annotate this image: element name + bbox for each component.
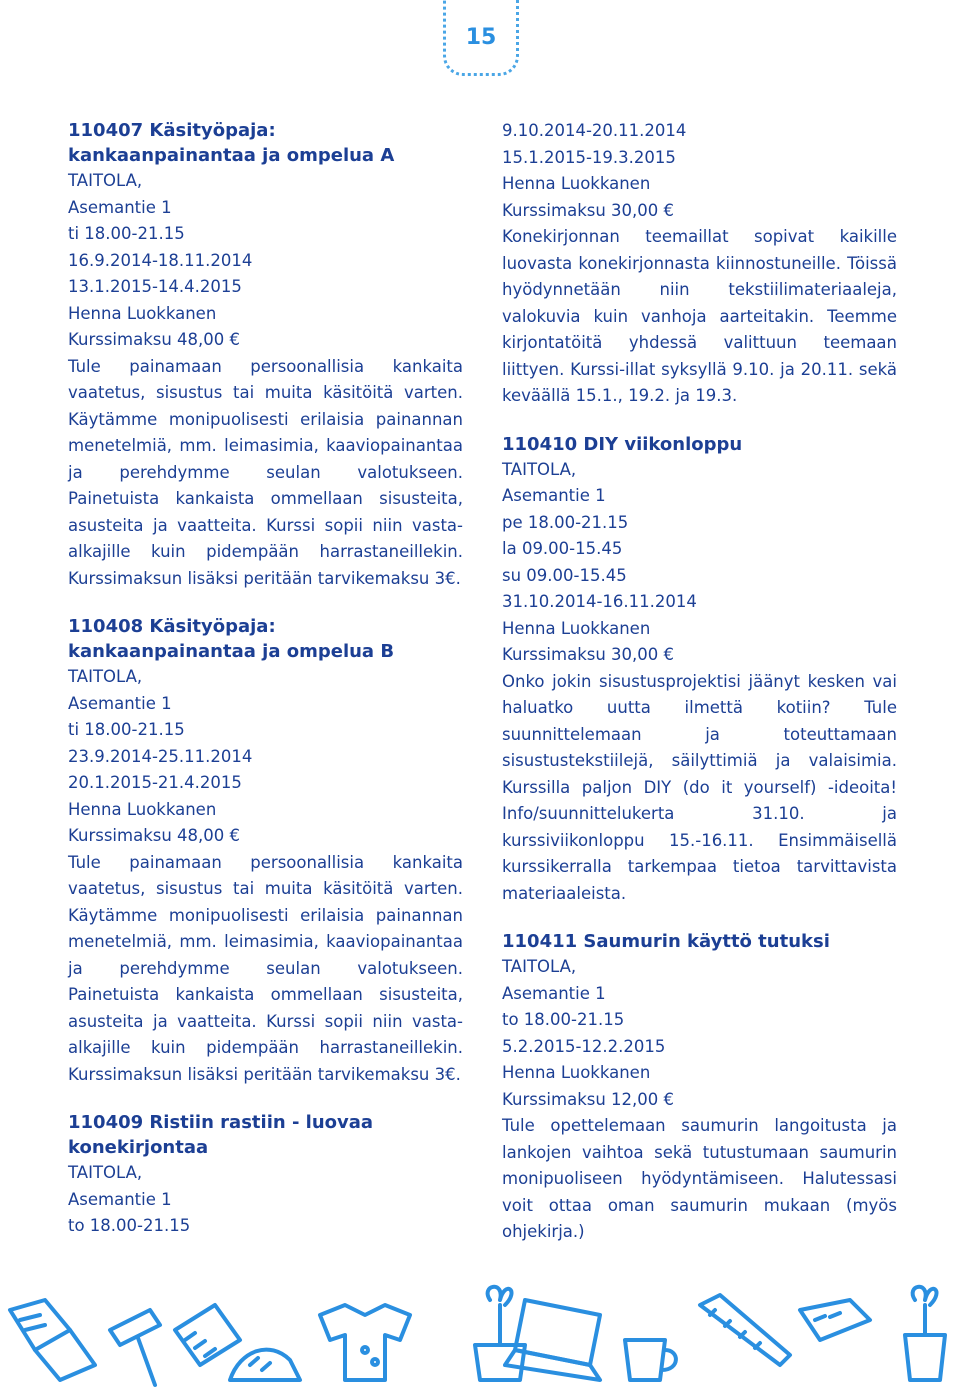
course-description: Tule painamaan persoonallisia kankaita vaatetus, sisustus tai muita käsitöitä varten. Käytämme monipuolisesti erilaisia painannan menetelmiä, mm. leimasimia, kaaviopainantaa ja perehdymme seulan valotukseen. Painetuista kankaista ommellaan sisusteita, asusteita ja vaatteita. Kurssi sopii niin vasta-alkajille kuin pidempään harrastaneillekin. Kurssimaksun lisäksi peritään tarvikemaksu 3€. xyxy=(68,852,463,1084)
course-description: Tule painamaan persoonallisia kankaita vaatetus, sisustus tai muita käsitöitä varten. Käytämme monipuolisesti erilaisia painannan menetelmiä, mm. leimasimia, kaaviopainantaa ja perehdymme seulan valotukseen. Painetuista kankaista ommellaan sisusteita, asusteita ja vaatteita. Kurssi sopii niin vasta-alkajille kuin pidempään harrastaneillekin. Kurssimaksun lisäksi peritään tarvikemaksu 3€. xyxy=(68,356,463,588)
course-fee: Kurssimaksu 48,00 € xyxy=(68,330,241,349)
course-time: pe 18.00-21.15 xyxy=(502,512,629,532)
course-fee: Kurssimaksu 48,00 € xyxy=(68,826,241,845)
course-time: su 09.00-15.45 xyxy=(502,565,627,585)
course-description: Onko jokin sisustusprojektisi jäänyt kesken vai haluatko uutta ilmettä kotiin? Tule suunnittelemaan ja toteuttamaan sisustustekstiilejä, säilyttimiä ja valaisimia. Kurssilla paljon DIY (do it yourself) -ideoita! Info/suunnittelukerta 31.10. ja kurssiviikonloppu 15.-16.11. Ensimmäisellä kurssikerralla tarkempaa tietoa tarvittavista materiaaleista. xyxy=(502,671,897,903)
course-address: Asemantie 1 xyxy=(68,197,172,217)
course-location: TAITOLA, xyxy=(68,667,143,686)
course-title: 110410 DIY viikonloppu xyxy=(502,433,743,455)
course-teacher: Henna Luokkanen xyxy=(502,1063,651,1082)
course-time: to 18.00-21.15 xyxy=(68,1216,191,1235)
course-time: la 09.00-15.45 xyxy=(502,539,623,558)
course-title: 110409 Ristiin rastiin - luovaa konekirjontaa xyxy=(68,1112,374,1158)
open-book-icon xyxy=(10,1300,95,1380)
mug-icon xyxy=(625,1340,676,1380)
course-location: TAITOLA, xyxy=(502,459,577,479)
sneaker-icon xyxy=(800,1300,870,1340)
laptop-icon xyxy=(505,1300,600,1380)
course-title: 110411 Saumurin käyttö tutuksi xyxy=(502,931,830,952)
course-110410 xyxy=(502,432,897,908)
course-teacher: Henna Luokkanen xyxy=(68,799,217,819)
craft-icons-footer xyxy=(0,1270,960,1389)
course-teacher: Henna Luokkanen xyxy=(68,303,217,323)
course-location: TAITOLA, xyxy=(68,171,143,190)
saw-icon xyxy=(700,1295,790,1365)
course-dates: 5.2.2015-12.2.2015 xyxy=(502,1036,666,1056)
course-time: ti 18.00-21.15 xyxy=(68,720,185,739)
course-110407 xyxy=(68,118,463,592)
course-110408 xyxy=(68,614,463,1088)
course-address: Asemantie 1 xyxy=(68,693,172,713)
course-dates: 23.9.2014-25.11.2014 xyxy=(68,746,253,766)
course-teacher: Henna Luokkanen xyxy=(502,618,651,638)
shoe-icon xyxy=(230,1350,300,1380)
course-fee: Kurssimaksu 30,00 € xyxy=(502,645,675,664)
page-number-tab xyxy=(443,0,519,76)
course-address: Asemantie 1 xyxy=(502,486,606,505)
course-location: TAITOLA, xyxy=(502,957,577,976)
left-column xyxy=(68,118,463,1262)
measuring-tape-icon xyxy=(175,1305,240,1365)
course-location: TAITOLA, xyxy=(68,1163,143,1182)
course-dates: 31.10.2014-16.11.2014 xyxy=(502,592,697,611)
course-dates: 15.1.2015-19.3.2015 xyxy=(502,147,676,167)
course-fee: Kurssimaksu 30,00 € xyxy=(502,200,675,220)
course-description: Konekirjonnan teemaillat sopivat kaikille luovasta konekirjonnasta kiinnostuneille. Töissä hyödynnetään niin tekstiilimateriaaleja, valokuvia kuin vanhoja aarteitakin. Teemme kirjontatöitä yhdessä valittuun teemaan liittyen. Kurssi-illat syksyllä 9.10. ja 20.11. sekä keväällä 15.1., 19.2. ja 19.3. xyxy=(502,227,897,405)
course-description: Tule opettelemaan saumurin langoitusta ja lankojen vaihtoa sekä tutustumaan saumurin monipuoliseen hyödyntämiseen. Halutessasi voit ottaa oman saumurin mukaan (myös ohjekirja.) xyxy=(502,1116,897,1241)
course-time: ti 18.00-21.15 xyxy=(68,224,185,243)
course-dates: 9.10.2014-20.11.2014 xyxy=(502,121,687,140)
vase-icon xyxy=(905,1287,945,1380)
course-110409 xyxy=(68,1110,463,1240)
course-address: Asemantie 1 xyxy=(502,983,606,1003)
course-time: to 18.00-21.15 xyxy=(502,1010,625,1029)
course-dates: 13.1.2015-14.4.2015 xyxy=(68,277,242,296)
right-column xyxy=(502,118,897,1268)
course-dates: 16.9.2014-18.11.2014 xyxy=(68,250,253,270)
hammer-icon xyxy=(110,1310,160,1385)
course-title: 110408 Käsityöpaja: kankaanpainantaa ja ompelua B xyxy=(68,616,395,662)
course-110409-continued xyxy=(502,118,897,410)
course-teacher: Henna Luokkanen xyxy=(502,174,651,193)
course-address: Asemantie 1 xyxy=(68,1189,172,1209)
course-title: 110407 Käsityöpaja: kankaanpainantaa ja ompelua A xyxy=(68,120,395,166)
page-number: 15 xyxy=(465,25,497,50)
course-fee: Kurssimaksu 12,00 € xyxy=(502,1089,675,1109)
course-110411 xyxy=(502,929,897,1246)
tshirt-icon xyxy=(320,1305,410,1380)
course-dates: 20.1.2015-21.4.2015 xyxy=(68,773,242,792)
